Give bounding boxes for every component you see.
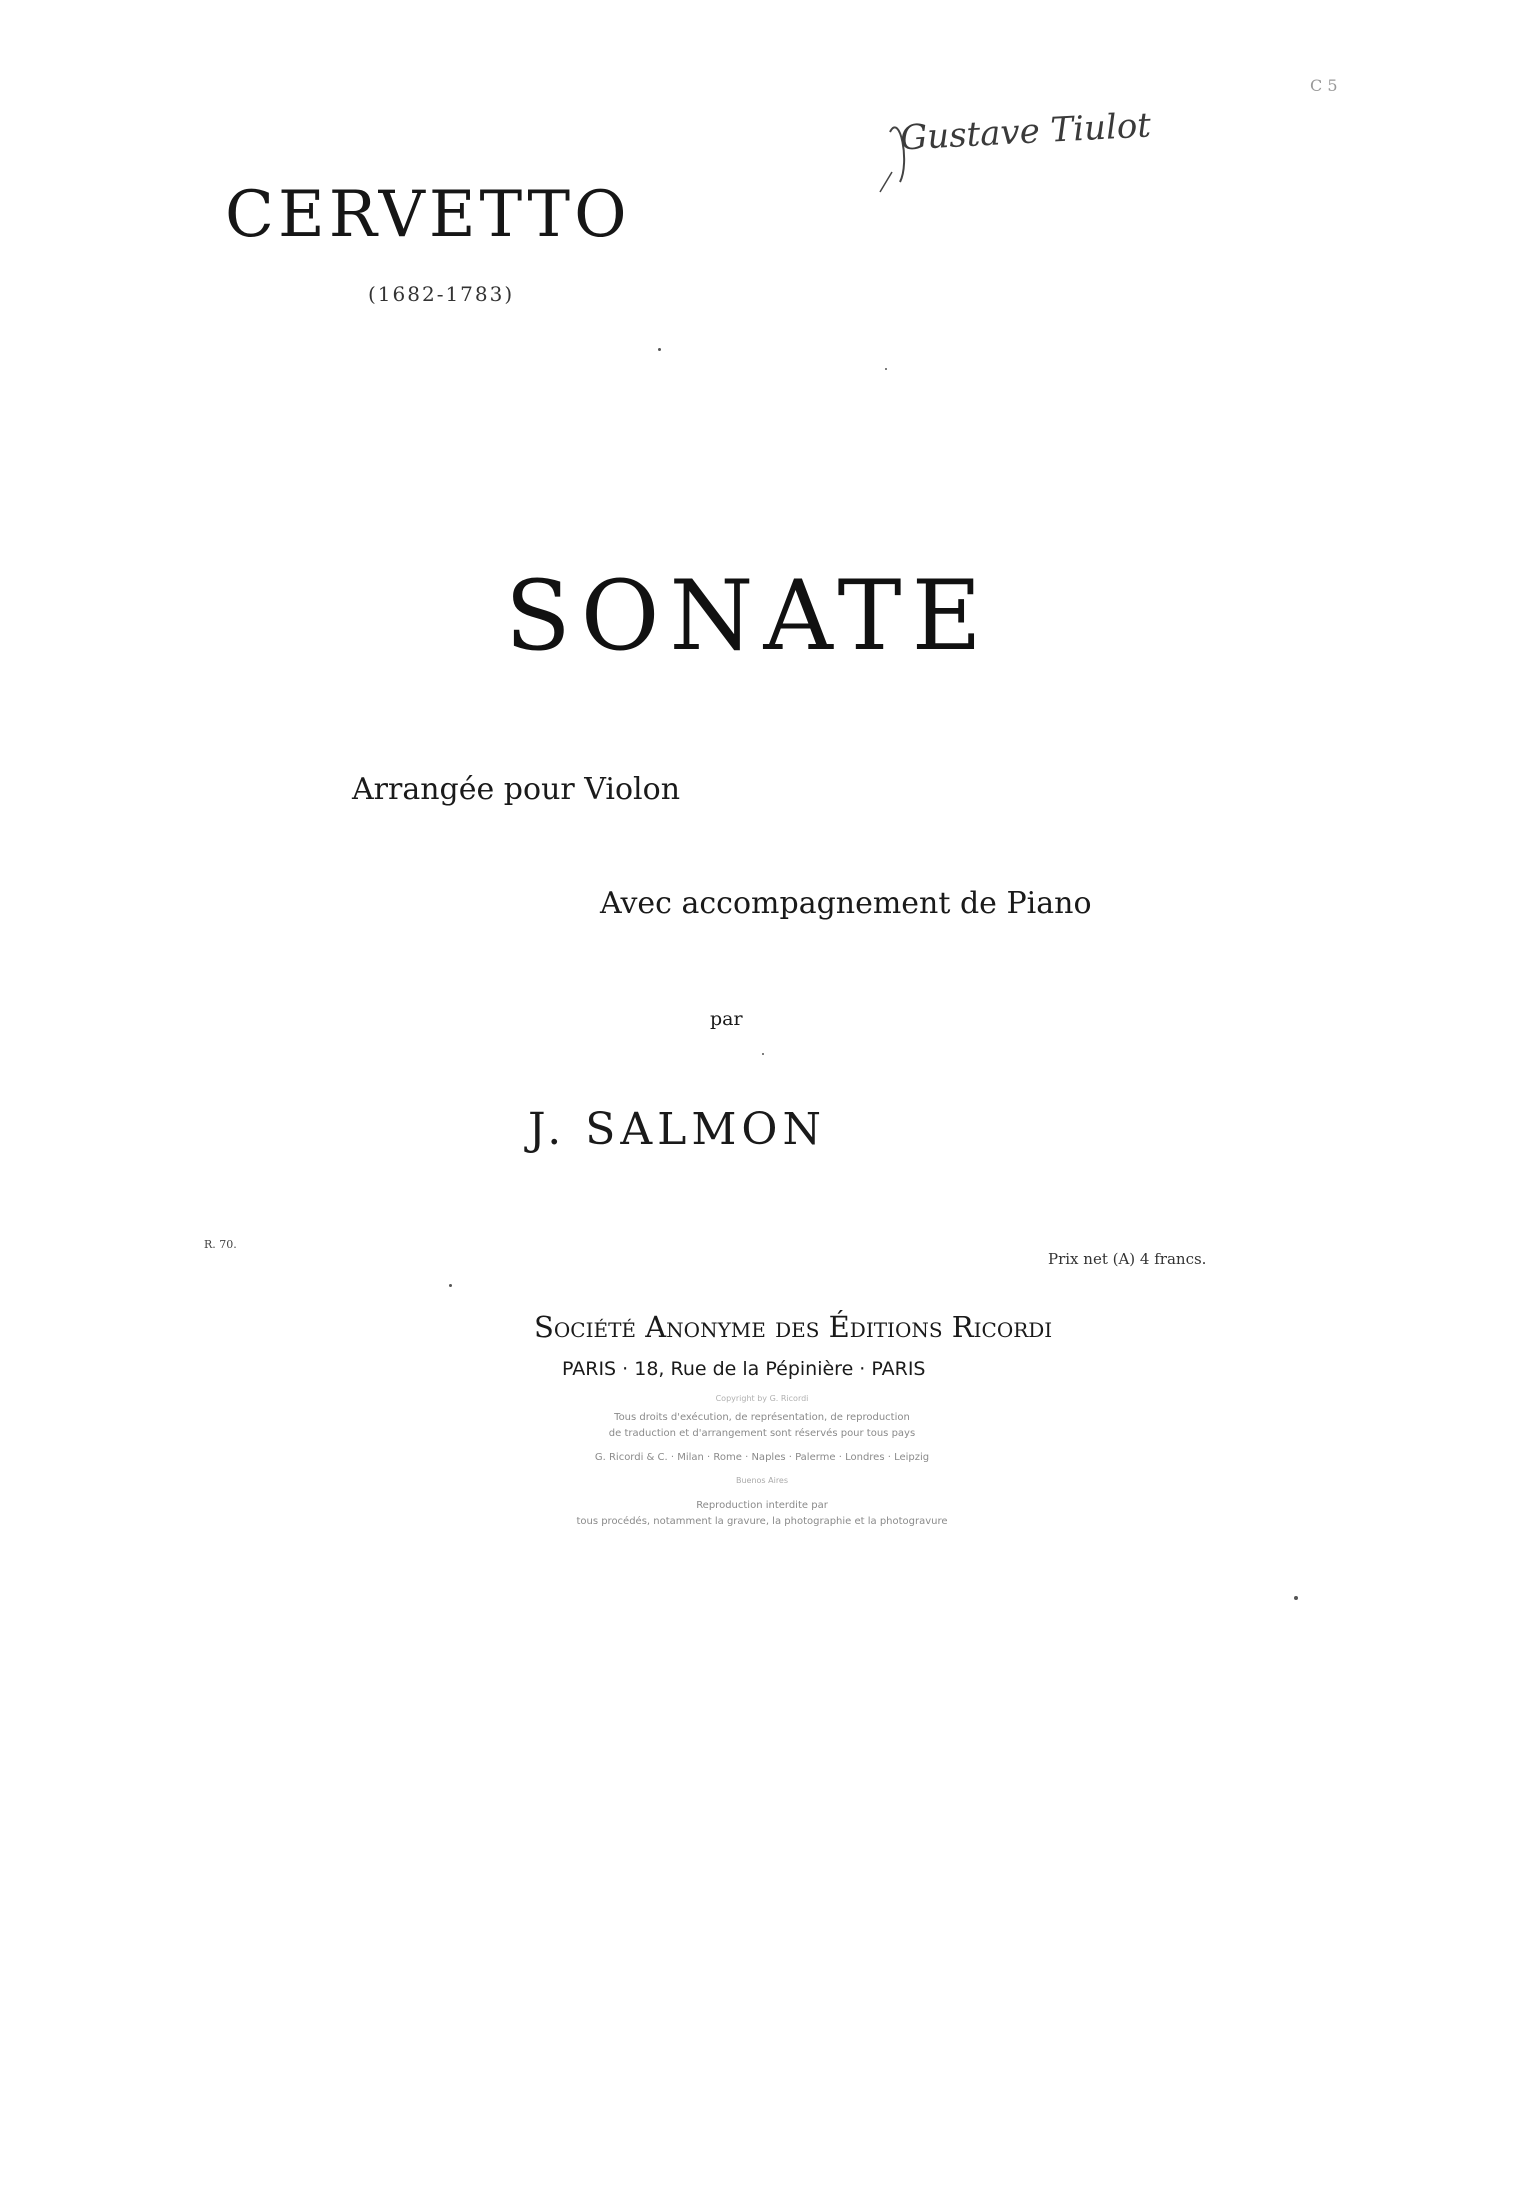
fine-print-line: de traduction et d'arrangement sont réservés pour tous pays bbox=[608, 1428, 916, 1439]
composer-name: CERVETTO bbox=[225, 178, 631, 252]
arrangement-line: Arrangée pour Violon bbox=[352, 772, 681, 807]
fine-print-line: Reproduction interdite par bbox=[696, 1500, 828, 1511]
arranger-name: J. SALMON bbox=[528, 1104, 826, 1155]
scan-speck bbox=[762, 1053, 764, 1055]
publisher-address: PARIS · 18, Rue de la Pépinière · PARIS bbox=[562, 1358, 926, 1380]
scan-speck bbox=[658, 348, 661, 351]
accompaniment-line: Avec accompagnement de Piano bbox=[600, 886, 1092, 921]
by-label: par bbox=[710, 1008, 743, 1030]
corner-mark: C 5 bbox=[1310, 76, 1338, 95]
signature-text: Gustave Tiulot bbox=[899, 105, 1152, 159]
price-label: Prix net (A) 4 francs. bbox=[1048, 1250, 1207, 1268]
composer-dates: (1682-1783) bbox=[368, 282, 515, 306]
fine-print-line: tous procédés, notamment la gravure, la photographie et la photogravure bbox=[576, 1516, 948, 1527]
publisher-name: Société Anonyme des Éditions Ricordi bbox=[534, 1310, 1053, 1344]
fine-print-line: G. Ricordi & C. · Milan · Rome · Naples · Palerme · Londres · Leipzig bbox=[594, 1452, 930, 1463]
plate-number: R. 70. bbox=[204, 1238, 237, 1251]
work-title: SONATE bbox=[505, 560, 992, 672]
fine-print-line: Tous droits d'exécution, de représentation, de reproduction bbox=[614, 1412, 910, 1423]
fine-print-line: Copyright by G. Ricordi bbox=[715, 1394, 809, 1403]
scan-speck bbox=[885, 368, 887, 370]
fine-print-line: Buenos Aires bbox=[735, 1476, 789, 1485]
scan-speck bbox=[1294, 1596, 1298, 1600]
handwritten-signature bbox=[870, 102, 1190, 202]
scan-speck bbox=[449, 1284, 452, 1287]
